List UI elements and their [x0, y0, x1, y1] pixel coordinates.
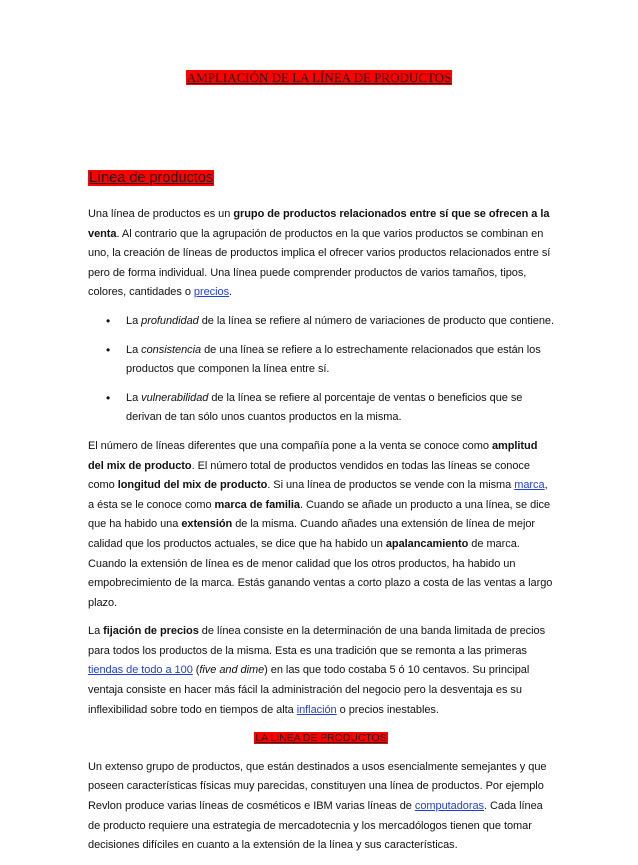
link-marca[interactable]: marca: [514, 479, 545, 492]
paragraph-definition: Una línea de productos es un grupo de productos relacionados entre sí que se ofrecen a la venta. Al contrario que la agrupación de productos en la que varios productos se combinan en uno, la creación de líneas de productos implica el ofrecer varios productos relacionados entre sí pero de forma individual. Una línea puede comprender productos de varios tamaños, tipos, colores, cantidades o precios.: [88, 208, 551, 299]
document-body: [88, 205, 554, 865]
paragraph-pricing: La fijación de precios de línea consiste en la determinación de una banda limitada de precios para todos los productos de la misma. Esta es una tradición que se remonta a las primeras tiendas de todo a 100 (five and dime) en las que todo costaba 5 ó 10 centavos. Su principal ventaja consiste en hacer más fácil la administración del negocio pero la desventaja es su inflexibilidad sobre todo en tiempos de alta inflación o precios inestables.: [88, 625, 546, 716]
title-text: AMPLIACIÓN DE LA LÍNEA DE PRODUCTOS: [186, 70, 452, 85]
paragraph-line: Un extenso grupo de productos, que están destinados a usos esencialmente semejantes y que poseen características físicas muy parecidas, constituyen una línea de productos. Por ejemplo Revlon produce varias líneas de cosméticos e IBM varias líneas de computadoras. Cada línea de producto requiere una estrategia de mercadotecnia y los mercadólogos tienen que tomar decisiones difíciles en cuanto a la extensión de la línea y sus características.: [88, 760, 547, 852]
bullet-list: [88, 312, 554, 428]
section-heading: Línea de productos: [89, 170, 214, 186]
list-item: • La vulnerabilidad de la línea se refiere al porcentaje de ventas o beneficios que se derivan de tan sólo unos cuantos productos en la misma.: [126, 389, 554, 428]
paragraph-mix: El número de líneas diferentes que una compañía pone a la venta se conoce como amplitud del mix de producto. El número total de productos vendidos en todas las líneas se conoce como longitud del mix de producto. Si una línea de productos se vende con la misma marca, a ésta se le conoce como marca de familia. Cuando se añade un producto a una línea, se dice que ha habido una extensión de la misma. Cuando añades una extensión de línea de mejor calidad que los productos actuales, se dice que ha habido un apalancamiento de marca. Cuando la extensión de línea es de menor calidad que los otros productos, ha habido un empobrecimiento de la marca. Estás ganando ventas a corto plazo a costa de las ventas a largo plazo.: [88, 439, 553, 609]
link-inflacion[interactable]: inflación: [296, 703, 337, 716]
link-tiendas[interactable]: tiendas de todo a 100: [88, 664, 193, 677]
document-title: [0, 70, 638, 86]
subheading: LA LINEA DE PRODUCTOS: [255, 732, 387, 745]
link-computadoras[interactable]: computadoras: [414, 800, 484, 813]
link-precios[interactable]: precios: [193, 286, 230, 299]
list-item: • La profundidad de la línea se refiere al número de variaciones de producto que contiene.: [126, 312, 554, 332]
list-item: • La consistencia de una línea se refiere a lo estrechamente relacionados que están los productos que componen la línea entre sí.: [126, 341, 554, 380]
